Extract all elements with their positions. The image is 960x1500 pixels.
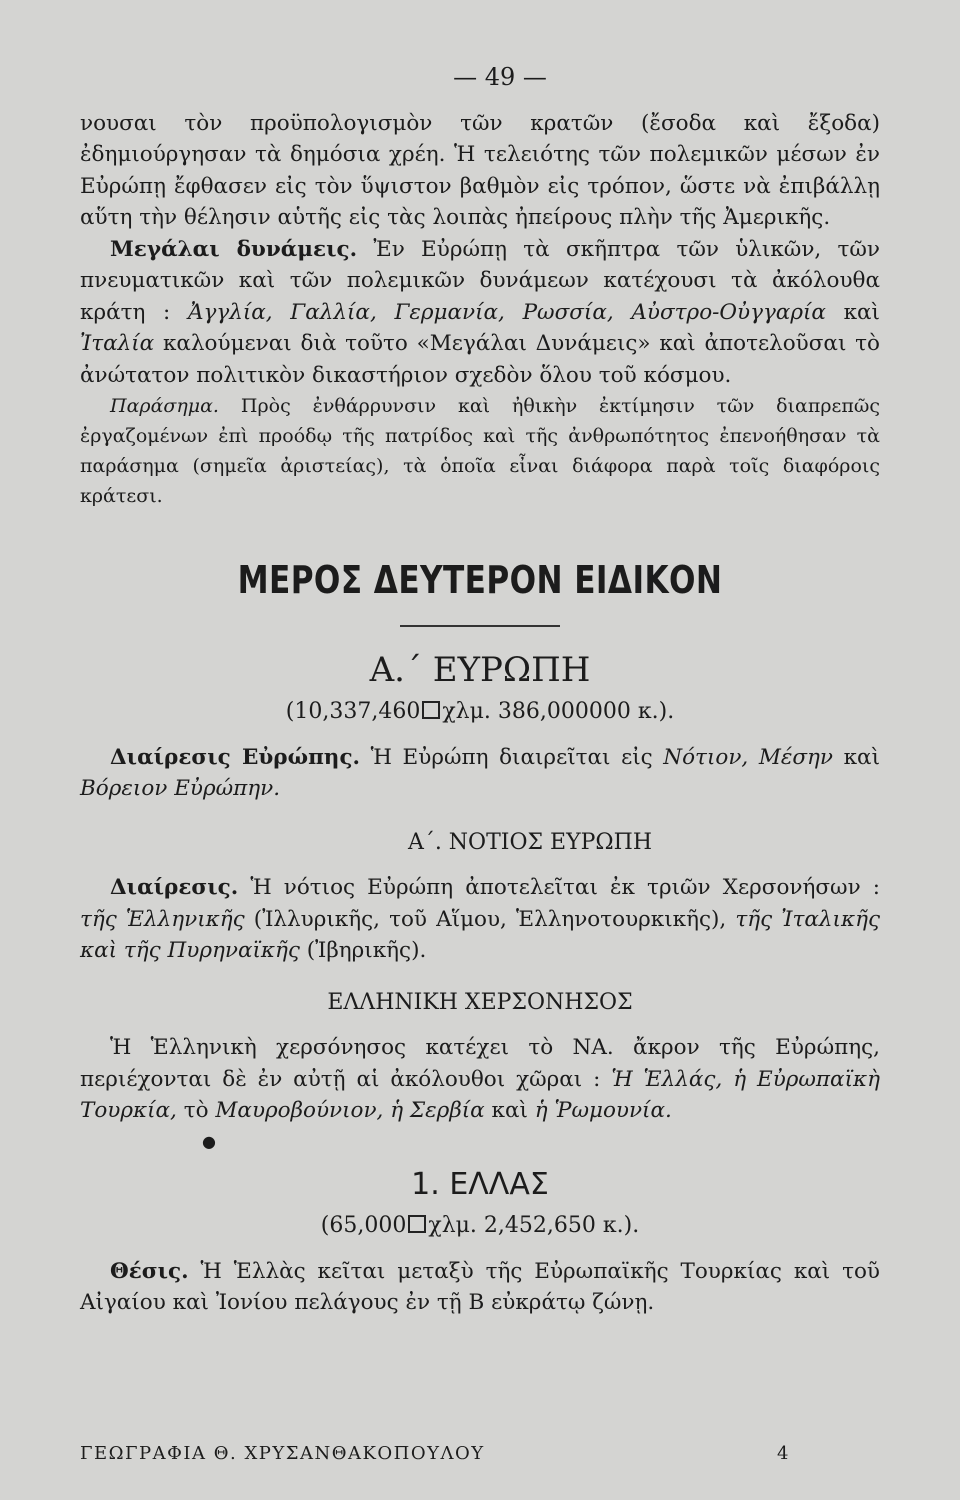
great-powers-text-2: καὶ bbox=[825, 299, 880, 325]
heading-south-europe: Α΄. ΝΟΤΙΟΣ ΕΥΡΩΠΗ bbox=[407, 829, 653, 855]
paragraph-great-powers bbox=[80, 234, 880, 392]
peninsula-romania: ἡ Ῥωμουνία. bbox=[534, 1098, 672, 1123]
lead-europe-division: Διαίρεσις Εὐρώπης. bbox=[110, 744, 361, 770]
south-text-3: (Ἰβηρικῆς). bbox=[299, 938, 427, 963]
paragraph-budget: νουσαι τὸν προϋπολογισμὸν τῶν κρατῶν (ἔσοδα καὶ ἔξοδα) ἐδημιούργησαν τὰ δημόσια χρέη. Ἡ τελειότης τῶν πολεμικῶν μέσων ἐν Εὐρώπῃ ἔφθασεν εἰς τὸν ὕψιστον βαθμὸν εἰς τρόπον, ὥστε νὰ ἐπιβάλλῃ αὕτη τὴν θέλησιν αὑτῆς εἰς τὰς λοιπὰς ἠπείρους πλὴν τῆς Ἀμερικῆς. bbox=[80, 110, 880, 230]
great-powers-countries: Ἀγγλία, Γαλλία, Γερμανία, Ρωσσία, Αὐστρο-Οὐγγαρία bbox=[187, 299, 826, 325]
note-decorations bbox=[80, 391, 880, 511]
note-lead: Παράσημα. bbox=[110, 395, 219, 417]
greece-area: (65,000 bbox=[320, 1213, 407, 1238]
heading-greece: 1. ΕΛΛΑΣ bbox=[411, 1166, 549, 1202]
south-text-1: Ἡ νότιος Εὐρώπη ἀποτελεῖται ἐκ τριῶν Χερσονήσων : bbox=[238, 875, 880, 900]
great-powers-italy: Ἰταλία bbox=[80, 331, 155, 356]
footer-signature-number: 4 bbox=[777, 1443, 790, 1464]
europe-area: (10,337,460 bbox=[285, 699, 421, 724]
europe-figures bbox=[80, 696, 880, 728]
page-footer bbox=[80, 1438, 790, 1470]
part-title: ΜΕΡΟΣ ΔΕΥΤΕΡΟΝ ΕΙΔΙΚΟΝ bbox=[237, 558, 723, 602]
paragraph-europe-division bbox=[80, 742, 880, 805]
note-text: Πρὸς ἐνθάρρυνσιν καὶ ἠθικὴν ἐκτίμησιν τῶν διαπρεπῶς ἐργαζομένων ἐπὶ προόδῳ τῆς πατρίδος καὶ τῆς ἀνθρωπότητος ἐπενοήθησαν τὰ παράσημα (σημεῖα ἀριστείας), τὰ ὁποῖα εἶναι διάφορα παρὰ τοῖς διαφόροις κράτεσι. bbox=[80, 395, 880, 507]
greece-position-text: Ἡ Ἑλλὰς κεῖται μεταξὺ τῆς Εὐρωπαϊκῆς Τουρκίας καὶ τοῦ Αἰγαίου καὶ Ἰονίου πελάγους ἐν τῇ Β εὐκράτῳ ζώνῃ. bbox=[80, 1258, 880, 1315]
paragraph-south-division bbox=[80, 872, 880, 967]
heading-peninsula: ΕΛΛΗΝΙΚΗ ΧΕΡΣΟΝΗΣΟΣ bbox=[327, 989, 633, 1015]
europe-division-text: Ἡ Εὐρώπη διαιρεῖται εἰς bbox=[360, 744, 664, 770]
peninsula-countries: Ἡ Ἑλλάς, ἡ Εὐρωπαϊκὴ Τουρκία, bbox=[80, 1066, 880, 1123]
heading-europe: Α.΄ ΕΥΡΩΠΗ bbox=[369, 649, 591, 690]
paragraph-peninsula bbox=[80, 1032, 880, 1127]
greece-figures bbox=[80, 1210, 880, 1242]
south-greek: τῆς Ἑλληνικῆς bbox=[80, 906, 245, 932]
divider-rule bbox=[400, 625, 560, 627]
peninsula-text-3: καὶ bbox=[484, 1098, 535, 1123]
peninsula-text-2: τὸ bbox=[176, 1098, 216, 1123]
europe-and: καὶ bbox=[833, 744, 880, 770]
lead-great-powers: Μεγάλαι δυνάμεις. bbox=[110, 236, 358, 262]
europe-parts-1: Νότιον, Μέσην bbox=[663, 744, 834, 770]
square-icon bbox=[422, 701, 440, 719]
peninsula-text-1: Ἡ Ἑλληνικὴ χερσόνησος κατέχει τὸ ΝΑ. ἄκρον τῆς Εὐρώπης, περιέχονται δὲ ἐν αὐτῇ αἱ ἀκόλουθοι χῶραι : bbox=[80, 1035, 880, 1092]
ink-dot-icon: ● bbox=[202, 1131, 216, 1151]
greece-population: χλμ. 2,452,650 κ.). bbox=[428, 1213, 640, 1238]
peninsula-montenegro: Μαυροβούνιον, ἡ Σερβία bbox=[215, 1098, 485, 1123]
lead-south-division: Διαίρεσις. bbox=[110, 875, 239, 900]
lead-greece-position: Θέσις. bbox=[110, 1258, 189, 1284]
great-powers-text-1: Ἐν Εὐρώπῃ τὰ σκῆπτρα τῶν ὑλικῶν, τῶν πνευματικῶν καὶ τῶν πολεμικῶν δυνάμεων κατέχουσι τὰ ἀκόλουθα κράτη : bbox=[80, 236, 881, 325]
europe-population: χλμ. 386,000000 κ.). bbox=[442, 699, 675, 724]
footer-book-title: ΓΕΩΓΡΑΦΙΑ Θ. ΧΡΥΣΑΝΘΑΚΟΠΟΥΛΟΥ bbox=[80, 1443, 485, 1464]
paragraph-greece-position bbox=[80, 1256, 880, 1319]
great-powers-text-3: καλούμεναι διὰ τοῦτο «Μεγάλαι Δυνάμεις» καὶ ἀποτελοῦσαι τὸ ἀνώτατον πολιτικὸν δικαστήριον σχεδὸν ὅλου τοῦ κόσμου. bbox=[80, 331, 880, 388]
europe-parts-2: Βόρειον Εὐρώπην. bbox=[80, 776, 281, 801]
square-icon bbox=[408, 1215, 426, 1233]
page-number: — 49 — bbox=[453, 63, 547, 91]
south-text-2: (Ἰλλυρικῆς, τοῦ Αἵμου, Ἑλληνοτουρκικῆς), bbox=[244, 906, 736, 932]
south-italian: τῆς Ἰταλικῆς καὶ τῆς Πυρηναϊκῆς bbox=[80, 906, 880, 963]
